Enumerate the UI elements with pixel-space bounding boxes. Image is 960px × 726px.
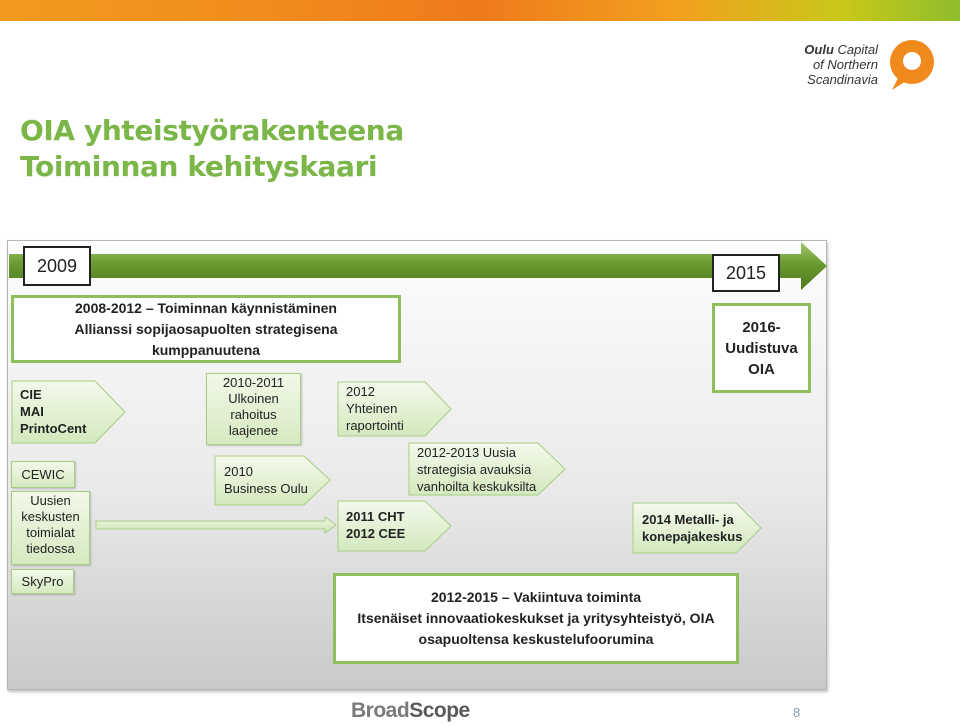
arrow-cht-cee: 2011 CHT 2012 CEE	[337, 500, 452, 552]
skypro-tag: SkyPro	[11, 569, 74, 594]
start-year-label: 2009	[23, 246, 91, 286]
end-year-label: 2015	[712, 254, 780, 292]
arrow-business-oulu: 2010 Business Oulu	[214, 455, 331, 506]
speech-bubble-logo-icon	[780, 34, 940, 94]
brand-text: Oulu Capital of Northern Scandinavia	[804, 42, 878, 87]
new-centers-tag: Uusien keskusten toimialat tiedossa	[11, 491, 90, 565]
page-number: 8	[793, 705, 801, 720]
phase1-box: 2008-2012 – Toiminnan käynnistäminen Allianssi sopijaosapuolten strategisena kumppanuutena	[11, 295, 401, 363]
funding-tag: 2010-2011 Ulkoinen rahoitus laajenee	[206, 373, 301, 445]
phase3-box: 2016- Uudistuva OIA	[712, 303, 811, 393]
arrow-new-strategies: 2012-2013 Uusia strategisia avauksia vanhoilta keskuksilta	[408, 442, 566, 496]
phase2-box: 2012-2015 – Vakiintuva toiminta Itsenäiset innovaatiokeskukset ja yritysyhteistyö, OIA osapuoltensa keskustelufoorumina	[333, 573, 739, 664]
footer-brand-logo: BroadScope	[351, 699, 470, 722]
page-title: OIA yhteistyörakenteena Toiminnan kehityskaari	[20, 114, 404, 183]
timeline-arrow	[5, 241, 827, 293]
top-gradient-bar	[0, 0, 960, 21]
connector-arrow	[95, 516, 337, 534]
cewic-tag: CEWIC	[11, 461, 75, 488]
arrow-metalli-konepaja: 2014 Metalli- ja konepajakeskus	[632, 502, 762, 554]
arrow-cie-mai-printocent: CIE MAI PrintoCent	[11, 380, 126, 444]
arrow-reporting: 2012 Yhteinen raportointi	[337, 381, 452, 437]
